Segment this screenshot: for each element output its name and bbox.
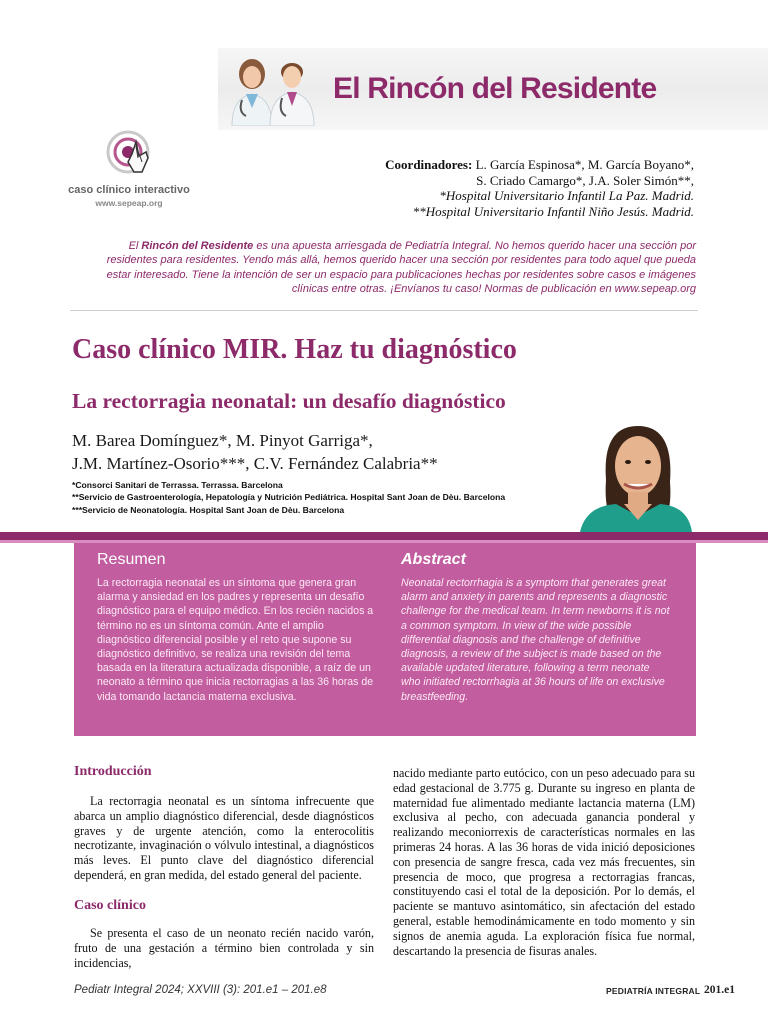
coordinators-line1: L. García Espinosa*, M. García Boyano*, xyxy=(475,157,694,172)
intro-paragraph: La rectorragia neonatal es un síntoma infrecuente que abarca un amplio diagnóstico diferencial, desde diagnósticos graves y de urgente atención, como la enterocolitis necrotizante, invaginación o vólvulo intestinal, a diagnósticos más leves. El punto clave del diagnóstico diferencial dependerá, en gran medida, del estado general del paciente. xyxy=(74,794,374,882)
abstract-text: Neonatal rectorrhagia is a symptom that generates great alarm and anxiety in parents and represents a diagnostic challenge for the medical team. In term newborns it is not a common symptom. In view of the wide possible differential diagnosis and the challenge of definitive diagnosis, a review of the subject is made based on the available updated literature, following a term neonate who initiated rectorrhagia at 36 hours of life on exclusive breastfeeding. xyxy=(401,577,670,703)
coordinators-label: Coordinadores: xyxy=(385,157,473,172)
summary-band-top xyxy=(0,532,768,540)
section-title: El Rincón del Residente xyxy=(333,72,657,105)
coordinators-block xyxy=(254,157,694,219)
section-blurb xyxy=(96,239,696,296)
blurb-pre: El xyxy=(128,240,142,252)
intro-heading: Introducción xyxy=(74,764,152,779)
affiliation-2: **Servicio de Gastroenterología, Hepatología y Nutrición Pediátrica. Hospital Sant Joan de Dèu. Barcelona xyxy=(72,492,506,503)
affiliation-3: ***Servicio de Neonatología. Hospital Sant Joan de Dèu. Barcelona xyxy=(72,504,345,515)
affiliation-1: *Consorci Sanitari de Terrassa. Terrassa. Barcelona xyxy=(72,480,283,490)
footer-journal: PEDIATRÍA INTEGRAL xyxy=(606,986,701,996)
authors xyxy=(72,429,572,475)
cursor-click-icon xyxy=(102,128,158,182)
coordinators-line2: S. Criado Camargo*, J.A. Soler Simón**, xyxy=(476,172,694,188)
case-paragraph-continued: nacido mediante parto eutócico, con un peso adecuado para su edad gestacional de 3.775 g. Durante su ingreso en planta de maternidad fue alimentado mediante lactancia materna (LM) exclusiva al pecho, con adecuada ganancia ponderal y realizando meconiorrexis de características normales en las primeras 24 horas. A las 36 horas de vida inició deposiciones con presencia de sangre fresca, cada vez más frecuentes, sin presencia de moco, que progresa a rectorragias francas, constituyendo casi el total de la deposición. Por lo demás, el paciente se mantuvo asintomático, sin afectación del estado general, estable hemodinámicamente en todo momento y sin signos de anemia aguda. La exploración física fue normal, descartando la presencia de fisuras anales. xyxy=(393,766,695,958)
coordinators-affiliation-1: *Hospital Universitario Infantil La Paz. Madrid. xyxy=(439,188,694,203)
blurb-bold: Rincón del Residente xyxy=(141,240,254,252)
resumen-heading: Resumen xyxy=(97,551,166,568)
affiliations xyxy=(72,479,572,516)
article-kind: Caso clínico MIR. Haz tu diagnóstico xyxy=(72,334,517,365)
resumen-text: La rectorragia neonatal es un síntoma que genera gran alarma y ansiedad en los padres y representa un desafío diagnóstico para el equipo médico. En los recién nacidos a término no es un síntoma común. Ante el amplio diagnóstico diferencial posible y el reto que supone su diagnóstico definitivo, se realiza una revisión del tema basada en la literatura actualizada disponible, a raíz de un neonato a término que inicia rectorragias a las 36 horas de vida tomando lactancia materna exclusiva. xyxy=(97,577,374,703)
divider xyxy=(70,310,698,311)
residents-icon xyxy=(224,54,320,126)
case-paragraph: Se presenta el caso de un neonato recién nacido varón, fruto de una gestación a término bien controlada y sin incidencias, xyxy=(74,926,374,970)
authors-line-1: M. Barea Domínguez*, M. Pinyot Garriga*, xyxy=(72,431,373,450)
article-title: La rectorragia neonatal: un desafío diagnóstico xyxy=(72,389,506,413)
author-photo xyxy=(576,420,694,532)
caso-clinico-interactivo-logo[interactable] xyxy=(64,128,194,214)
abstract-heading: Abstract xyxy=(401,551,466,568)
logo-url[interactable]: www.sepeap.org xyxy=(95,198,163,208)
footer-citation: Pediatr Integral 2024; XXVIII (3): 201.e1 – 201.e8 xyxy=(74,984,327,996)
blurb-rest: es una apuesta arriesgada de Pediatría Integral. No hemos querido hacer una sección por residentes para residentes. Yendo más allá, hemos querido hacer una sección por residentes para todo aquel que pueda estar interesado. Tiene la intención de ser un espacio para publicaciones hechas por residentes sobre casos e imágenes clínicas entre otras. ¡Envíanos tu caso! Normas de publicación en www.sepeap.org xyxy=(106,240,696,295)
footer-page-number: 201.e1 xyxy=(704,984,735,996)
authors-line-2: J.M. Martínez-Osorio***, C.V. Fernández Calabria** xyxy=(72,454,438,473)
coordinators-affiliation-2: **Hospital Universitario Infantil Niño Jesús. Madrid. xyxy=(412,203,694,219)
case-heading: Caso clínico xyxy=(74,898,146,913)
logo-label: caso clínico interactivo xyxy=(68,184,190,196)
